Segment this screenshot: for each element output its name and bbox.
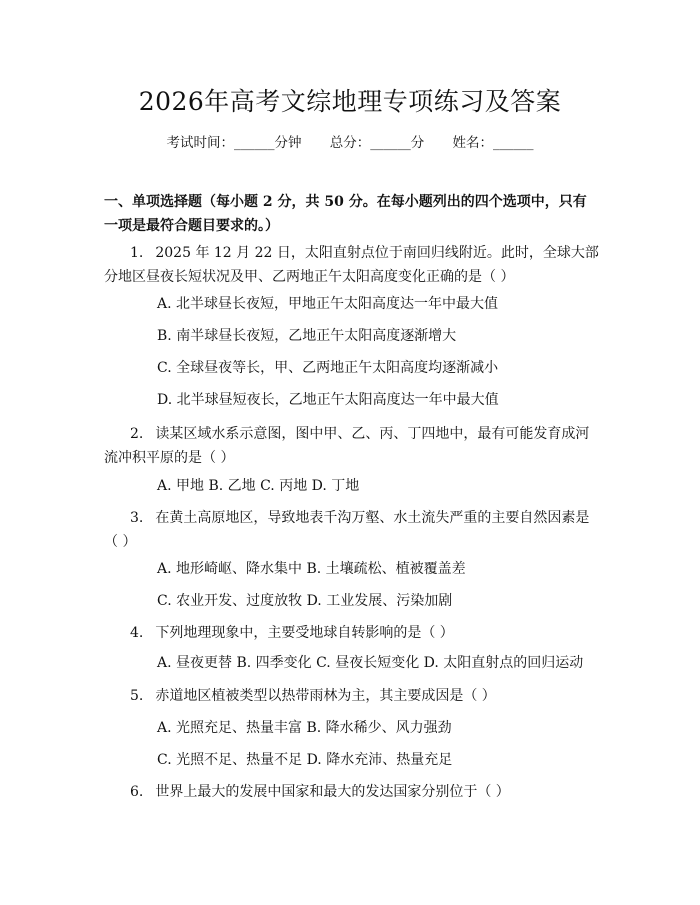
question-1-option-b: B. 南半球昼长夜短，乙地正午太阳高度逐渐增大 bbox=[157, 328, 457, 344]
question-5-options-ab: A. 光照充足、热量丰富 B. 降水稀少、风力强劲 bbox=[157, 720, 452, 736]
section-heading: 一、单项选择题（每小题 2 分，共 50 分。在每小题列出的四个选项中，只有一项是最符合题目要求的。） bbox=[104, 194, 587, 234]
exam-meta bbox=[0, 131, 700, 151]
question-3-options-ab: A. 地形崎岖、降水集中 B. 土壤疏松、植被覆盖差 bbox=[157, 561, 466, 577]
question-4 bbox=[104, 621, 600, 645]
question-number: 5. bbox=[130, 688, 144, 704]
question-2 bbox=[104, 422, 600, 470]
exam-name: 姓名：______ bbox=[452, 135, 534, 151]
question-5-options-cd: C. 光照不足、热量不足 D. 降水充沛、热量充足 bbox=[157, 752, 453, 768]
question-6 bbox=[104, 780, 600, 804]
question-4-options: A. 昼夜更替 B. 四季变化 C. 昼夜长短变化 D. 太阳直射点的回归运动 bbox=[157, 655, 584, 671]
question-stem: 读某区域水系示意图，图中甲、乙、丙、丁四地中，最有可能发育成河流冲积平原的是（ ） bbox=[104, 426, 590, 466]
question-number: 4. bbox=[130, 625, 144, 641]
question-3-options-cd: C. 农业开发、过度放牧 D. 工业发展、污染加剧 bbox=[157, 593, 453, 609]
question-stem: 2025 年 12 月 22 日，太阳直射点位于南回归线附近。此时，全球大部分地区昼夜长短状况及甲、乙两地正午太阳高度变化正确的是（ ） bbox=[104, 245, 599, 285]
question-number: 2. bbox=[130, 426, 144, 442]
page-title: 2026年高考文综地理专项练习及答案 bbox=[138, 87, 562, 116]
question-number: 6. bbox=[130, 784, 144, 800]
exam-score: 总分：______分 bbox=[329, 135, 425, 151]
question-number: 3. bbox=[130, 510, 144, 526]
question-1-option-d: D. 北半球昼短夜长，乙地正午太阳高度达一年中最大值 bbox=[157, 392, 499, 408]
question-1-option-a: A. 北半球昼长夜短，甲地正午太阳高度达一年中最大值 bbox=[157, 296, 499, 312]
question-stem: 世界上最大的发展中国家和最大的发达国家分别位于（ ） bbox=[155, 784, 510, 800]
question-2-options: A. 甲地 B. 乙地 C. 丙地 D. 丁地 bbox=[157, 478, 360, 494]
question-3 bbox=[104, 506, 600, 554]
question-1-option-c: C. 全球昼夜等长，甲、乙两地正午太阳高度均逐渐减小 bbox=[157, 360, 499, 376]
question-number: 1. bbox=[130, 245, 144, 261]
question-stem: 在黄土高原地区，导致地表千沟万壑、水土流失严重的主要自然因素是（ ） bbox=[104, 510, 590, 550]
question-stem: 下列地理现象中，主要受地球自转影响的是（ ） bbox=[155, 625, 454, 641]
question-5 bbox=[104, 684, 600, 708]
question-stem: 赤道地区植被类型以热带雨林为主，其主要成因是（ ） bbox=[155, 688, 496, 704]
exam-time: 考试时间：______分钟 bbox=[166, 135, 302, 151]
question-1 bbox=[104, 241, 600, 289]
